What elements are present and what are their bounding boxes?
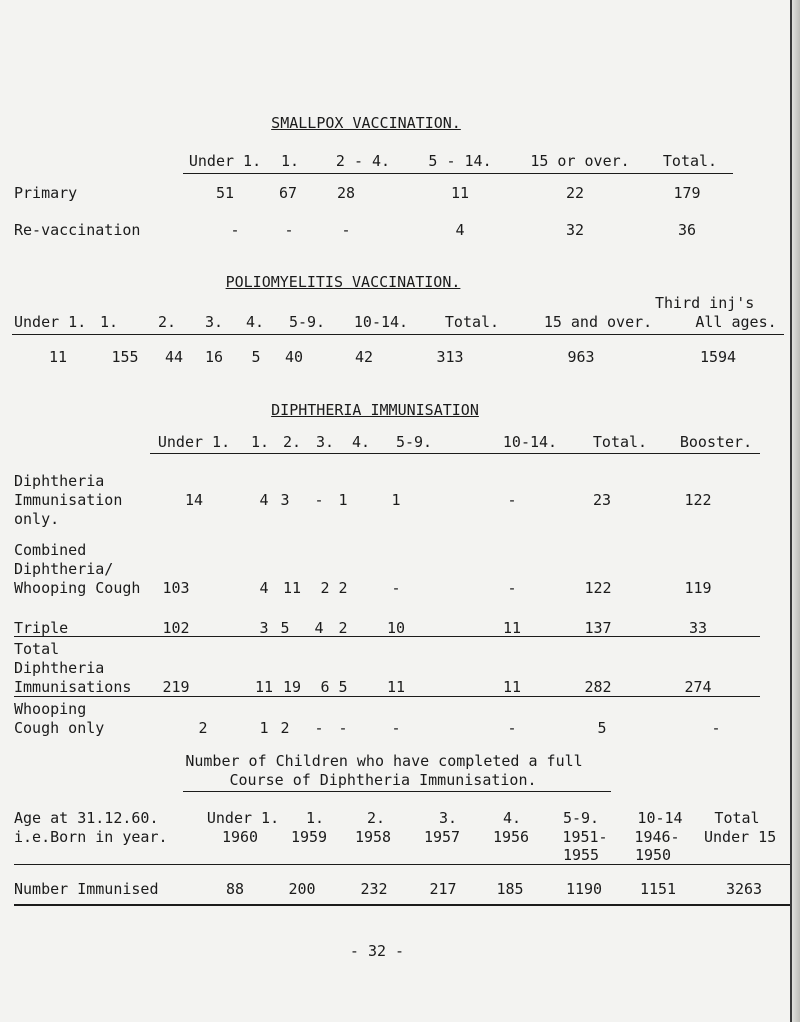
age-header: Total: [714, 809, 760, 827]
diphtheria-cell: 122: [584, 579, 612, 597]
diphtheria-cell: 219: [162, 678, 190, 696]
diphtheria-cell: -: [507, 579, 517, 597]
born-year: 1957: [423, 828, 461, 846]
diphtheria-cell: 11: [282, 579, 302, 597]
diphtheria-row-label: Diphtheria: [14, 659, 105, 677]
diphtheria-cell: 2: [338, 579, 348, 597]
smallpox-cell: 11: [450, 184, 470, 202]
page-number: - 32 -: [349, 942, 405, 960]
diphtheria-cell: 2: [338, 619, 348, 637]
diphtheria-header: 2.: [282, 433, 302, 451]
diphtheria-row-label: Diphtheria: [14, 472, 105, 490]
born-label: i.e.Born in year.: [14, 828, 168, 846]
smallpox-header-rule: [183, 173, 733, 174]
polio-header: Under 1.: [14, 313, 87, 331]
smallpox-cell: -: [341, 221, 351, 239]
polio-header: 5-9.: [288, 313, 326, 331]
age-header: 4.: [502, 809, 522, 827]
diphtheria-cell: 4: [259, 579, 269, 597]
diphtheria-header-rule: [150, 453, 760, 454]
diphtheria-cell: 1: [259, 719, 269, 737]
polio-header: 3.: [204, 313, 224, 331]
diphtheria-header: 5-9.: [395, 433, 433, 451]
diphtheria-cell: 137: [584, 619, 612, 637]
born-year: 1951-: [562, 828, 608, 846]
polio-header: 1.: [99, 313, 119, 331]
smallpox-cell: 22: [565, 184, 585, 202]
diphtheria-cell: 23: [592, 491, 612, 509]
diphtheria-row-label: Whooping: [14, 700, 87, 718]
number-immunised-cell: 185: [496, 880, 524, 898]
smallpox-cell: -: [230, 221, 240, 239]
diphtheria-cell: 119: [684, 579, 712, 597]
diphtheria-cell: -: [391, 579, 401, 597]
age-header: 1.: [305, 809, 325, 827]
diphtheria-row-label: Combined: [14, 541, 87, 559]
smallpox-cell: 36: [677, 221, 697, 239]
triple-row-rule: [14, 636, 760, 637]
smallpox-header-total: Total.: [662, 152, 718, 170]
number-immunised-label: Number Immunised: [14, 880, 159, 898]
diphtheria-header: 1.: [250, 433, 270, 451]
polio-cell: 313: [436, 348, 464, 366]
polio-header-rule: [12, 334, 784, 335]
diphtheria-cell: 2: [320, 579, 330, 597]
diphtheria-cell: 6: [320, 678, 330, 696]
number-immunised-cell: 232: [360, 880, 388, 898]
smallpox-header-1: 1.: [280, 152, 300, 170]
polio-header: 4.: [245, 313, 265, 331]
smallpox-header-2-4: 2 - 4.: [335, 152, 391, 170]
diphtheria-cell: -: [338, 719, 348, 737]
page-edge-line: [790, 0, 792, 1022]
polio-header: 15 and over.: [543, 313, 653, 331]
polio-cell: 44: [164, 348, 184, 366]
diphtheria-cell: 282: [584, 678, 612, 696]
smallpox-cell: 67: [278, 184, 298, 202]
diphtheria-row-label: Cough only: [14, 719, 105, 737]
smallpox-header-5-14: 5 - 14.: [428, 152, 492, 170]
age-table-rule: [14, 864, 790, 865]
diphtheria-cell: 274: [684, 678, 712, 696]
polio-header: All ages.: [695, 313, 777, 331]
diphtheria-cell: 11: [502, 619, 522, 637]
polio-cell: 42: [354, 348, 374, 366]
diphtheria-cell: 3: [259, 619, 269, 637]
polio-cell: 40: [284, 348, 304, 366]
polio-title: POLIOMYELITIS VACCINATION.: [225, 273, 461, 291]
page-edge-shadow: [790, 0, 800, 1022]
diphtheria-row-label: Triple: [14, 619, 69, 637]
polio-header: Total.: [444, 313, 500, 331]
born-year: 1946-: [634, 828, 680, 846]
smallpox-title: SMALLPOX VACCINATION.: [271, 114, 461, 132]
diphtheria-cell: 2: [198, 719, 208, 737]
bottom-rule: [14, 904, 790, 906]
born-year: 1955: [562, 846, 600, 864]
smallpox-cell: 51: [215, 184, 235, 202]
diphtheria-cell: -: [507, 719, 517, 737]
smallpox-header-15-over: 15 or over.: [530, 152, 630, 170]
full-course-title-line1: Number of Children who have completed a full: [185, 752, 583, 770]
diphtheria-row-label: Immunisation: [14, 491, 123, 509]
diphtheria-row-label: Whooping Cough: [14, 579, 141, 597]
born-year: 1959: [290, 828, 328, 846]
total-row-rule: [14, 696, 760, 697]
diphtheria-header: Total.: [592, 433, 648, 451]
polio-cell: 1594: [699, 348, 737, 366]
number-immunised-cell: 1190: [565, 880, 603, 898]
age-header: 5-9.: [562, 809, 600, 827]
diphtheria-row-label: only.: [14, 510, 60, 528]
diphtheria-cell: 5: [280, 619, 290, 637]
number-immunised-cell: 3263: [725, 880, 763, 898]
polio-cell: 16: [204, 348, 224, 366]
diphtheria-cell: -: [711, 719, 721, 737]
diphtheria-cell: 33: [688, 619, 708, 637]
full-course-title-line2: Course of Diphtheria Immunisation.: [229, 771, 537, 789]
polio-cell: 5: [251, 348, 261, 366]
diphtheria-header: 4.: [351, 433, 371, 451]
diphtheria-cell: 1: [391, 491, 401, 509]
diphtheria-cell: -: [391, 719, 401, 737]
polio-header: 2.: [157, 313, 177, 331]
number-immunised-cell: 200: [288, 880, 316, 898]
diphtheria-cell: 4: [314, 619, 324, 637]
born-year: 1958: [354, 828, 392, 846]
diphtheria-cell: 5: [338, 678, 348, 696]
diphtheria-row-label: Immunisations: [14, 678, 132, 696]
smallpox-cell: 4: [455, 221, 465, 239]
diphtheria-cell: 3: [280, 491, 290, 509]
diphtheria-cell: -: [314, 491, 324, 509]
diphtheria-cell: 122: [684, 491, 712, 509]
diphtheria-cell: 1: [338, 491, 348, 509]
diphtheria-header: Under 1.: [157, 433, 231, 451]
polio-cell: 155: [111, 348, 139, 366]
diphtheria-cell: -: [507, 491, 517, 509]
number-immunised-cell: 1151: [639, 880, 677, 898]
number-immunised-cell: 88: [225, 880, 245, 898]
diphtheria-cell: 102: [162, 619, 190, 637]
age-label: Age at 31.12.60.: [14, 809, 159, 827]
polio-cell: 11: [48, 348, 68, 366]
smallpox-cell: -: [284, 221, 294, 239]
born-year: Under 15: [704, 828, 777, 846]
diphtheria-cell: 19: [282, 678, 302, 696]
smallpox-row-label: Re-vaccination: [14, 221, 141, 239]
diphtheria-cell: 14: [184, 491, 204, 509]
smallpox-cell: 179: [673, 184, 701, 202]
diphtheria-cell: 103: [162, 579, 190, 597]
diphtheria-row-label: Total: [14, 640, 60, 658]
polio-cell: 963: [567, 348, 595, 366]
diphtheria-cell: 5: [597, 719, 607, 737]
age-header: Under 1.: [206, 809, 280, 827]
diphtheria-cell: 11: [386, 678, 406, 696]
polio-header: 10-14.: [353, 313, 409, 331]
born-year: 1950: [634, 846, 672, 864]
age-header: 3.: [438, 809, 458, 827]
smallpox-cell: 32: [565, 221, 585, 239]
born-year: 1956: [492, 828, 530, 846]
smallpox-header-under1: Under 1.: [188, 152, 262, 170]
diphtheria-header: 10-14.: [502, 433, 558, 451]
age-header: 10-14: [637, 809, 683, 827]
diphtheria-header: 3.: [315, 433, 335, 451]
diphtheria-title: DIPHTHERIA IMMUNISATION: [271, 401, 479, 419]
diphtheria-row-label: Diphtheria/: [14, 560, 114, 578]
diphtheria-cell: 11: [254, 678, 274, 696]
smallpox-cell: 28: [336, 184, 356, 202]
age-header: 2.: [366, 809, 386, 827]
born-year: 1960: [221, 828, 259, 846]
diphtheria-cell: 11: [502, 678, 522, 696]
diphtheria-cell: -: [314, 719, 324, 737]
diphtheria-cell: 10: [386, 619, 406, 637]
diphtheria-cell: 4: [259, 491, 269, 509]
number-immunised-cell: 217: [429, 880, 457, 898]
smallpox-row-label: Primary: [14, 184, 78, 202]
polio-header-third-injection: Third inj's: [655, 294, 755, 312]
diphtheria-header: Booster.: [679, 433, 753, 451]
diphtheria-cell: 2: [280, 719, 290, 737]
full-course-title-rule: [183, 791, 611, 792]
